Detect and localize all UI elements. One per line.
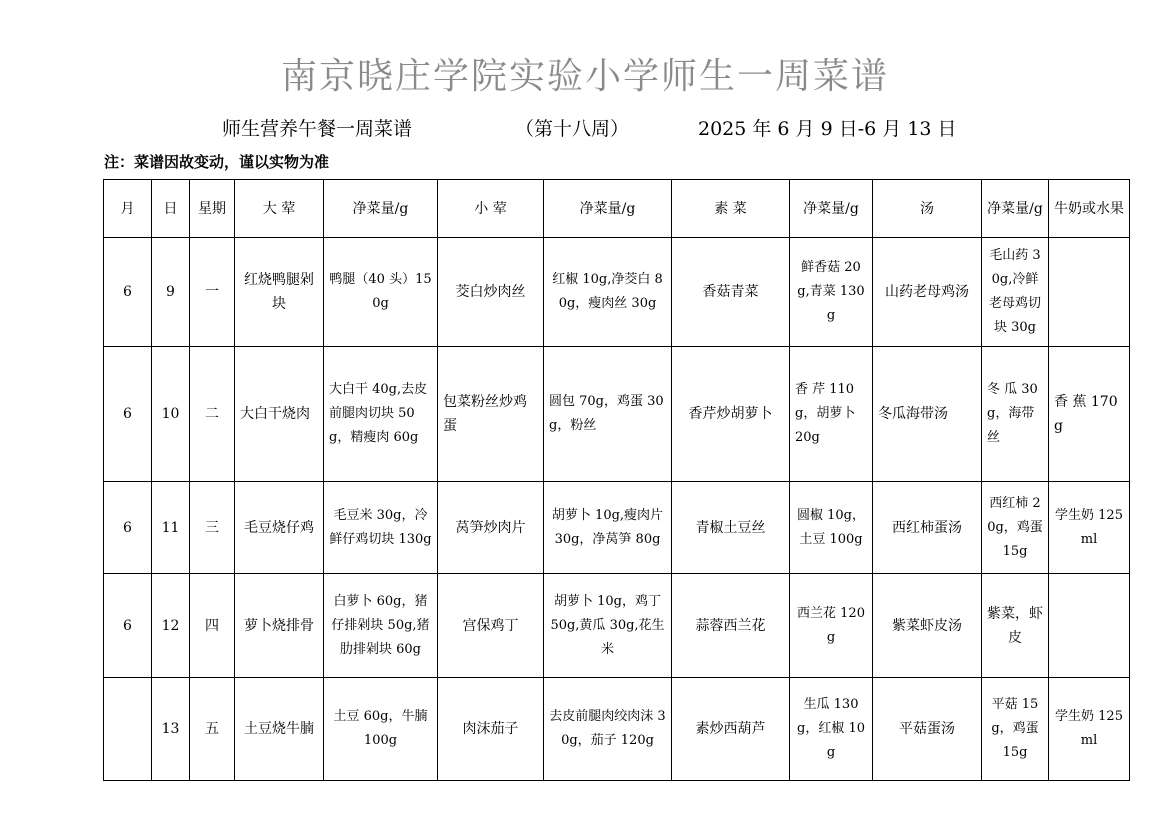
header-side-meat-weight: 净菜量/g: [544, 180, 672, 238]
cell-weekday: 四: [190, 574, 235, 678]
cell-side-meat-weight: 去皮前腿肉绞肉沫 30g，茄子 120g: [544, 678, 672, 781]
cell-soup: 平菇蛋汤: [873, 678, 982, 781]
cell-side-meat: 宫保鸡丁: [438, 574, 544, 678]
cell-milk-or-fruit: [1049, 238, 1130, 347]
cell-month: 6: [104, 482, 152, 574]
cell-vegetable: 素炒西葫芦: [672, 678, 790, 781]
cell-soup: 西红柿蛋汤: [873, 482, 982, 574]
cell-month: 6: [104, 238, 152, 347]
cell-main-meat-weight: 土豆 60g，牛腩 100g: [324, 678, 438, 781]
cell-vegetable-weight: 圆椒 10g，土豆 100g: [790, 482, 873, 574]
header-main-meat-weight: 净菜量/g: [324, 180, 438, 238]
cell-main-meat-weight: 大白干 40g,去皮前腿肉切块 50g，精瘦肉 60g: [324, 347, 438, 482]
cell-main-meat: 大白干烧肉: [235, 347, 324, 482]
header-day: 日: [152, 180, 190, 238]
week-label: （第十八周）: [515, 118, 630, 140]
header-vegetable: 素 菜: [672, 180, 790, 238]
cell-soup-weight: 冬 瓜 30g，海带丝: [982, 347, 1049, 482]
header-vegetable-weight: 净菜量/g: [790, 180, 873, 238]
table-row: [104, 347, 1130, 482]
cell-weekday: 二: [190, 347, 235, 482]
cell-side-meat: 莴笋炒肉片: [438, 482, 544, 574]
cell-vegetable: 香芹炒胡萝卜: [672, 347, 790, 482]
cell-side-meat-weight: 圆包 70g，鸡蛋 30g，粉丝: [544, 347, 672, 482]
cell-soup-weight: 平菇 15g，鸡蛋 15g: [982, 678, 1049, 781]
header-month: 月: [104, 180, 152, 238]
menu-table: [103, 179, 1130, 781]
cell-side-meat: 肉沫茄子: [438, 678, 544, 781]
cell-milk-or-fruit: 香 蕉 170g: [1049, 347, 1130, 482]
header-main-meat: 大 荤: [235, 180, 324, 238]
cell-main-meat-weight: 毛豆米 30g，冷鲜仔鸡切块 130g: [324, 482, 438, 574]
cell-month: [104, 678, 152, 781]
cell-day: 13: [152, 678, 190, 781]
menu-subtitle: 师生营养午餐一周菜谱: [222, 118, 413, 140]
cell-vegetable-weight: 鲜香菇 20g,青菜 130g: [790, 238, 873, 347]
table-row: [104, 678, 1130, 781]
cell-month: 6: [104, 347, 152, 482]
cell-vegetable-weight: 西兰花 120g: [790, 574, 873, 678]
header-soup: 汤: [873, 180, 982, 238]
header-soup-weight: 净菜量/g: [982, 180, 1049, 238]
cell-side-meat: 茭白炒肉丝: [438, 238, 544, 347]
cell-main-meat: 毛豆烧仔鸡: [235, 482, 324, 574]
cell-soup: 紫菜虾皮汤: [873, 574, 982, 678]
cell-soup-weight: 西红柿 20g，鸡蛋 15g: [982, 482, 1049, 574]
cell-soup: 山药老母鸡汤: [873, 238, 982, 347]
cell-main-meat-weight: 白萝卜 60g，猪仔排剁块 50g,猪肋排剁块 60g: [324, 574, 438, 678]
cell-weekday: 五: [190, 678, 235, 781]
date-range: 2025 年 6 月 9 日-6 月 13 日: [698, 118, 957, 140]
cell-main-meat: 红烧鸭腿剁块: [235, 238, 324, 347]
table-header-row: [104, 180, 1130, 238]
notice: 注：菜谱因故变动，谨以实物为准: [104, 153, 330, 171]
cell-vegetable-weight: 生瓜 130g，红椒 10g: [790, 678, 873, 781]
cell-milk-or-fruit: [1049, 574, 1130, 678]
cell-main-meat: 土豆烧牛腩: [235, 678, 324, 781]
cell-soup-weight: 紫菜，虾皮: [982, 574, 1049, 678]
cell-weekday: 一: [190, 238, 235, 347]
cell-vegetable-weight: 香 芹 110g，胡萝卜 20g: [790, 347, 873, 482]
cell-side-meat: 包菜粉丝炒鸡蛋: [438, 347, 544, 482]
table-row: [104, 574, 1130, 678]
header-milk-or-fruit: 牛奶或水果: [1049, 180, 1130, 238]
cell-day: 9: [152, 238, 190, 347]
table-row: [104, 482, 1130, 574]
page-title: 南京晓庄学院实验小学师生一周菜谱: [280, 56, 889, 97]
cell-main-meat: 萝卜烧排骨: [235, 574, 324, 678]
cell-vegetable: 青椒土豆丝: [672, 482, 790, 574]
cell-side-meat-weight: 胡萝卜 10g，鸡丁 50g,黄瓜 30g,花生米: [544, 574, 672, 678]
cell-side-meat-weight: 红椒 10g,净茭白 80g，瘦肉丝 30g: [544, 238, 672, 347]
table-row: [104, 238, 1130, 347]
cell-soup: 冬瓜海带汤: [873, 347, 982, 482]
cell-side-meat-weight: 胡萝卜 10g,瘦肉片 30g，净莴笋 80g: [544, 482, 672, 574]
cell-day: 11: [152, 482, 190, 574]
cell-main-meat-weight: 鸭腿（40 头）150g: [324, 238, 438, 347]
cell-day: 12: [152, 574, 190, 678]
cell-vegetable: 蒜蓉西兰花: [672, 574, 790, 678]
cell-weekday: 三: [190, 482, 235, 574]
cell-milk-or-fruit: 学生奶 125ml: [1049, 678, 1130, 781]
cell-milk-or-fruit: 学生奶 125ml: [1049, 482, 1130, 574]
cell-month: 6: [104, 574, 152, 678]
cell-soup-weight: 毛山药 30g,冷鲜老母鸡切块 30g: [982, 238, 1049, 347]
cell-day: 10: [152, 347, 190, 482]
header-weekday: 星期: [190, 180, 235, 238]
header-side-meat: 小 荤: [438, 180, 544, 238]
cell-vegetable: 香菇青菜: [672, 238, 790, 347]
